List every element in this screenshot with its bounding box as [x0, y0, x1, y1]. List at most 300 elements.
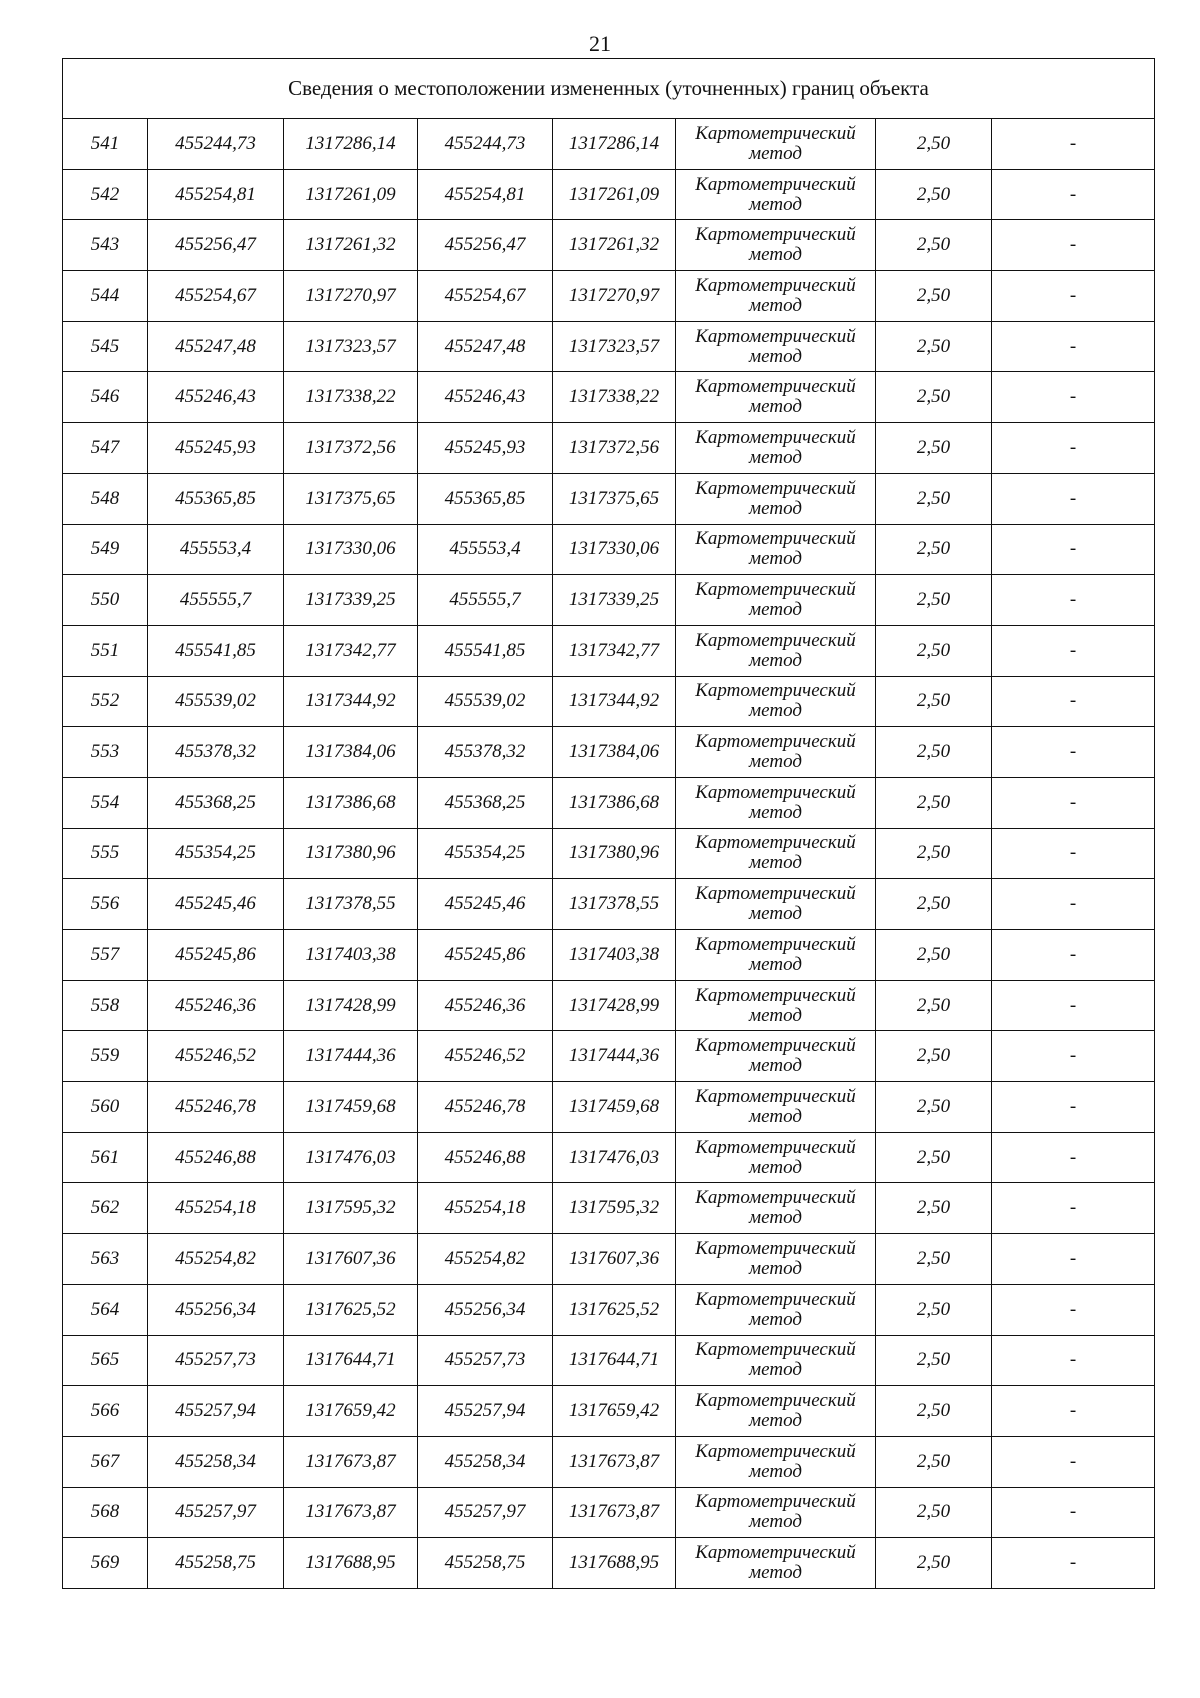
new-x-cell: 455258,75	[418, 1538, 553, 1589]
method-cell	[676, 1386, 876, 1437]
existing-y-cell: 1317330,06	[284, 524, 418, 575]
description-cell: -	[992, 119, 1155, 170]
point-number-cell: 546	[63, 372, 148, 423]
point-number-cell: 569	[63, 1538, 148, 1589]
method-line-2: метод	[749, 852, 802, 874]
method-line-2: метод	[749, 1511, 802, 1533]
description-cell: -	[992, 1487, 1155, 1538]
method-line-2: метод	[749, 1055, 802, 1077]
method-line-2: метод	[749, 751, 802, 773]
table-title: Сведения о местоположении измененных (уточненных) границ объекта	[63, 59, 1155, 119]
method-line-1: Картометрический	[695, 1390, 856, 1412]
existing-y-cell: 1317625,52	[284, 1284, 418, 1335]
method-line-2: метод	[749, 1460, 802, 1482]
method-line-1: Картометрический	[695, 426, 856, 448]
method-line-2: метод	[749, 700, 802, 722]
method-line-2: метод	[749, 193, 802, 215]
existing-x-cell: 455368,25	[148, 777, 284, 828]
point-number-cell: 563	[63, 1234, 148, 1285]
new-y-cell: 1317330,06	[553, 524, 676, 575]
description-cell: -	[992, 1436, 1155, 1487]
existing-y-cell: 1317688,95	[284, 1538, 418, 1589]
description-cell: -	[992, 1183, 1155, 1234]
existing-x-cell: 455244,73	[148, 119, 284, 170]
existing-y-cell: 1317380,96	[284, 828, 418, 879]
accuracy-cell: 2,50	[876, 1183, 992, 1234]
point-number-cell: 559	[63, 1031, 148, 1082]
point-number-cell: 548	[63, 473, 148, 524]
table-row	[63, 1132, 1155, 1183]
new-y-cell: 1317444,36	[553, 1031, 676, 1082]
existing-y-cell: 1317607,36	[284, 1234, 418, 1285]
description-cell: -	[992, 271, 1155, 322]
method-cell	[676, 1436, 876, 1487]
table-row	[63, 980, 1155, 1031]
accuracy-cell: 2,50	[876, 1132, 992, 1183]
new-x-cell: 455254,82	[418, 1234, 553, 1285]
new-y-cell: 1317476,03	[553, 1132, 676, 1183]
method-cell	[676, 1132, 876, 1183]
method-line-1: Картометрический	[695, 781, 856, 803]
method-cell	[676, 524, 876, 575]
new-x-cell: 455256,47	[418, 220, 553, 271]
point-number-cell: 557	[63, 930, 148, 981]
description-cell: -	[992, 423, 1155, 474]
method-cell	[676, 1082, 876, 1133]
new-y-cell: 1317261,09	[553, 169, 676, 220]
existing-y-cell: 1317339,25	[284, 575, 418, 626]
existing-x-cell: 455246,36	[148, 980, 284, 1031]
method-cell	[676, 980, 876, 1031]
method-line-2: метод	[749, 953, 802, 975]
existing-x-cell: 455553,4	[148, 524, 284, 575]
table-row	[63, 1386, 1155, 1437]
description-cell: -	[992, 1538, 1155, 1589]
point-number-cell: 555	[63, 828, 148, 879]
accuracy-cell: 2,50	[876, 423, 992, 474]
table-row	[63, 220, 1155, 271]
method-line-2: метод	[749, 1562, 802, 1584]
point-number-cell: 541	[63, 119, 148, 170]
new-y-cell: 1317459,68	[553, 1082, 676, 1133]
existing-x-cell: 455246,52	[148, 1031, 284, 1082]
existing-x-cell: 455378,32	[148, 727, 284, 778]
new-y-cell: 1317659,42	[553, 1386, 676, 1437]
table-row	[63, 777, 1155, 828]
method-line-1: Картометрический	[695, 629, 856, 651]
accuracy-cell: 2,50	[876, 575, 992, 626]
existing-y-cell: 1317378,55	[284, 879, 418, 930]
accuracy-cell: 2,50	[876, 1031, 992, 1082]
point-number-cell: 564	[63, 1284, 148, 1335]
existing-y-cell: 1317375,65	[284, 473, 418, 524]
existing-y-cell: 1317476,03	[284, 1132, 418, 1183]
point-number-cell: 543	[63, 220, 148, 271]
method-cell	[676, 727, 876, 778]
method-line-2: метод	[749, 345, 802, 367]
existing-x-cell: 455245,46	[148, 879, 284, 930]
table-row	[63, 119, 1155, 170]
accuracy-cell: 2,50	[876, 1538, 992, 1589]
point-number-cell: 565	[63, 1335, 148, 1386]
new-x-cell: 455245,46	[418, 879, 553, 930]
accuracy-cell: 2,50	[876, 1386, 992, 1437]
method-line-1: Картометрический	[695, 933, 856, 955]
new-y-cell: 1317428,99	[553, 980, 676, 1031]
new-y-cell: 1317673,87	[553, 1487, 676, 1538]
point-number-cell: 552	[63, 676, 148, 727]
method-line-1: Картометрический	[695, 274, 856, 296]
accuracy-cell: 2,50	[876, 1487, 992, 1538]
table-row	[63, 828, 1155, 879]
table-row	[63, 575, 1155, 626]
accuracy-cell: 2,50	[876, 220, 992, 271]
accuracy-cell: 2,50	[876, 930, 992, 981]
method-line-2: метод	[749, 396, 802, 418]
point-number-cell: 554	[63, 777, 148, 828]
new-y-cell: 1317644,71	[553, 1335, 676, 1386]
point-number-cell: 551	[63, 625, 148, 676]
accuracy-cell: 2,50	[876, 1436, 992, 1487]
description-cell: -	[992, 930, 1155, 981]
existing-x-cell: 455256,34	[148, 1284, 284, 1335]
existing-x-cell: 455257,94	[148, 1386, 284, 1437]
existing-x-cell: 455258,75	[148, 1538, 284, 1589]
existing-y-cell: 1317323,57	[284, 321, 418, 372]
existing-x-cell: 455354,25	[148, 828, 284, 879]
new-y-cell: 1317338,22	[553, 372, 676, 423]
new-x-cell: 455553,4	[418, 524, 553, 575]
point-number-cell: 561	[63, 1132, 148, 1183]
existing-x-cell: 455246,88	[148, 1132, 284, 1183]
description-cell: -	[992, 372, 1155, 423]
new-y-cell: 1317607,36	[553, 1234, 676, 1285]
new-x-cell: 455245,93	[418, 423, 553, 474]
point-number-cell: 544	[63, 271, 148, 322]
new-x-cell: 455541,85	[418, 625, 553, 676]
description-cell: -	[992, 1132, 1155, 1183]
point-number-cell: 567	[63, 1436, 148, 1487]
existing-y-cell: 1317644,71	[284, 1335, 418, 1386]
existing-y-cell: 1317459,68	[284, 1082, 418, 1133]
method-line-2: метод	[749, 1105, 802, 1127]
table-row	[63, 321, 1155, 372]
method-cell	[676, 879, 876, 930]
description-cell: -	[992, 169, 1155, 220]
accuracy-cell: 2,50	[876, 169, 992, 220]
accuracy-cell: 2,50	[876, 879, 992, 930]
point-number-cell: 562	[63, 1183, 148, 1234]
method-cell	[676, 575, 876, 626]
description-cell: -	[992, 473, 1155, 524]
accuracy-cell: 2,50	[876, 372, 992, 423]
method-line-2: метод	[749, 1004, 802, 1026]
method-cell	[676, 1031, 876, 1082]
description-cell: -	[992, 575, 1155, 626]
method-line-1: Картометрический	[695, 528, 856, 550]
method-line-1: Картометрический	[695, 1440, 856, 1462]
new-y-cell: 1317323,57	[553, 321, 676, 372]
new-x-cell: 455254,18	[418, 1183, 553, 1234]
page-number: 21	[589, 31, 611, 56]
existing-y-cell: 1317428,99	[284, 980, 418, 1031]
method-cell	[676, 119, 876, 170]
new-x-cell: 455245,86	[418, 930, 553, 981]
table-row	[63, 423, 1155, 474]
method-line-1: Картометрический	[695, 1491, 856, 1513]
new-y-cell: 1317286,14	[553, 119, 676, 170]
existing-y-cell: 1317286,14	[284, 119, 418, 170]
method-line-1: Картометрический	[695, 1237, 856, 1259]
existing-x-cell: 455555,7	[148, 575, 284, 626]
accuracy-cell: 2,50	[876, 1335, 992, 1386]
existing-y-cell: 1317403,38	[284, 930, 418, 981]
existing-x-cell: 455541,85	[148, 625, 284, 676]
existing-y-cell: 1317384,06	[284, 727, 418, 778]
description-cell: -	[992, 1335, 1155, 1386]
point-number-cell: 547	[63, 423, 148, 474]
method-line-1: Картометрический	[695, 579, 856, 601]
existing-x-cell: 455254,82	[148, 1234, 284, 1285]
method-line-2: метод	[749, 446, 802, 468]
description-cell: -	[992, 1082, 1155, 1133]
existing-y-cell: 1317261,09	[284, 169, 418, 220]
description-cell: -	[992, 1031, 1155, 1082]
method-line-2: метод	[749, 1359, 802, 1381]
table-row	[63, 625, 1155, 676]
accuracy-cell: 2,50	[876, 1234, 992, 1285]
existing-x-cell: 455254,81	[148, 169, 284, 220]
table-row	[63, 1487, 1155, 1538]
method-cell	[676, 321, 876, 372]
method-line-1: Картометрический	[695, 122, 856, 144]
method-line-1: Картометрический	[695, 832, 856, 854]
description-cell: -	[992, 828, 1155, 879]
new-x-cell: 455365,85	[418, 473, 553, 524]
table-row	[63, 1234, 1155, 1285]
method-cell	[676, 1487, 876, 1538]
table-row	[63, 473, 1155, 524]
point-number-cell: 566	[63, 1386, 148, 1437]
method-line-2: метод	[749, 801, 802, 823]
method-line-2: метод	[749, 548, 802, 570]
new-x-cell: 455247,48	[418, 321, 553, 372]
new-y-cell: 1317380,96	[553, 828, 676, 879]
point-number-cell: 550	[63, 575, 148, 626]
table-row	[63, 1284, 1155, 1335]
existing-y-cell: 1317338,22	[284, 372, 418, 423]
new-x-cell: 455257,94	[418, 1386, 553, 1437]
new-x-cell: 455244,73	[418, 119, 553, 170]
accuracy-cell: 2,50	[876, 524, 992, 575]
point-number-cell: 553	[63, 727, 148, 778]
accuracy-cell: 2,50	[876, 676, 992, 727]
method-cell	[676, 625, 876, 676]
table-title-row	[63, 59, 1155, 119]
existing-x-cell: 455539,02	[148, 676, 284, 727]
method-cell	[676, 828, 876, 879]
new-x-cell: 455246,52	[418, 1031, 553, 1082]
method-line-1: Картометрический	[695, 376, 856, 398]
new-x-cell: 455258,34	[418, 1436, 553, 1487]
description-cell: -	[992, 625, 1155, 676]
description-cell: -	[992, 980, 1155, 1031]
new-y-cell: 1317372,56	[553, 423, 676, 474]
new-x-cell: 455254,67	[418, 271, 553, 322]
method-line-1: Картометрический	[695, 883, 856, 905]
existing-x-cell: 455246,78	[148, 1082, 284, 1133]
method-line-1: Картометрический	[695, 224, 856, 246]
new-y-cell: 1317270,97	[553, 271, 676, 322]
method-line-1: Картометрический	[695, 1085, 856, 1107]
new-y-cell: 1317378,55	[553, 879, 676, 930]
method-cell	[676, 169, 876, 220]
method-line-2: метод	[749, 599, 802, 621]
method-cell	[676, 1234, 876, 1285]
description-cell: -	[992, 321, 1155, 372]
table-row	[63, 1538, 1155, 1589]
method-line-1: Картометрический	[695, 984, 856, 1006]
method-line-1: Картометрический	[695, 1136, 856, 1158]
existing-x-cell: 455245,93	[148, 423, 284, 474]
table-row	[63, 1031, 1155, 1082]
method-line-1: Картометрический	[695, 1288, 856, 1310]
point-number-cell: 556	[63, 879, 148, 930]
method-line-1: Картометрический	[695, 173, 856, 195]
table-row	[63, 727, 1155, 778]
method-line-1: Картометрический	[695, 1542, 856, 1564]
new-x-cell: 455256,34	[418, 1284, 553, 1335]
method-line-1: Картометрический	[695, 1035, 856, 1057]
table-row	[63, 879, 1155, 930]
method-line-2: метод	[749, 294, 802, 316]
new-y-cell: 1317375,65	[553, 473, 676, 524]
new-x-cell: 455257,97	[418, 1487, 553, 1538]
existing-y-cell: 1317595,32	[284, 1183, 418, 1234]
new-x-cell: 455246,36	[418, 980, 553, 1031]
method-line-2: метод	[749, 497, 802, 519]
description-cell: -	[992, 777, 1155, 828]
existing-x-cell: 455258,34	[148, 1436, 284, 1487]
new-y-cell: 1317384,06	[553, 727, 676, 778]
table-row	[63, 1082, 1155, 1133]
method-line-1: Картометрический	[695, 1339, 856, 1361]
method-cell	[676, 1183, 876, 1234]
description-cell: -	[992, 220, 1155, 271]
method-line-2: метод	[749, 1257, 802, 1279]
method-line-2: метод	[749, 1410, 802, 1432]
existing-x-cell: 455257,97	[148, 1487, 284, 1538]
existing-x-cell: 455254,18	[148, 1183, 284, 1234]
table-row	[63, 676, 1155, 727]
existing-x-cell: 455256,47	[148, 220, 284, 271]
description-cell: -	[992, 676, 1155, 727]
new-x-cell: 455246,78	[418, 1082, 553, 1133]
method-line-2: метод	[749, 244, 802, 266]
new-x-cell: 455539,02	[418, 676, 553, 727]
method-cell	[676, 1538, 876, 1589]
existing-x-cell: 455254,67	[148, 271, 284, 322]
existing-x-cell: 455247,48	[148, 321, 284, 372]
method-cell	[676, 676, 876, 727]
existing-y-cell: 1317261,32	[284, 220, 418, 271]
method-cell	[676, 930, 876, 981]
table-row	[63, 524, 1155, 575]
new-y-cell: 1317386,68	[553, 777, 676, 828]
new-x-cell: 455254,81	[418, 169, 553, 220]
existing-y-cell: 1317342,77	[284, 625, 418, 676]
description-cell: -	[992, 524, 1155, 575]
accuracy-cell: 2,50	[876, 777, 992, 828]
point-number-cell: 568	[63, 1487, 148, 1538]
existing-x-cell: 455245,86	[148, 930, 284, 981]
method-cell	[676, 372, 876, 423]
method-cell	[676, 473, 876, 524]
point-number-cell: 549	[63, 524, 148, 575]
table-row	[63, 1335, 1155, 1386]
existing-y-cell: 1317386,68	[284, 777, 418, 828]
new-y-cell: 1317673,87	[553, 1436, 676, 1487]
method-line-2: метод	[749, 1207, 802, 1229]
description-cell: -	[992, 1386, 1155, 1437]
new-y-cell: 1317688,95	[553, 1538, 676, 1589]
new-y-cell: 1317403,38	[553, 930, 676, 981]
accuracy-cell: 2,50	[876, 321, 992, 372]
accuracy-cell: 2,50	[876, 1284, 992, 1335]
method-line-2: метод	[749, 1156, 802, 1178]
existing-x-cell: 455246,43	[148, 372, 284, 423]
existing-x-cell: 455257,73	[148, 1335, 284, 1386]
method-line-2: метод	[749, 142, 802, 164]
new-y-cell: 1317344,92	[553, 676, 676, 727]
existing-y-cell: 1317344,92	[284, 676, 418, 727]
point-number-cell: 545	[63, 321, 148, 372]
accuracy-cell: 2,50	[876, 473, 992, 524]
table-row	[63, 930, 1155, 981]
accuracy-cell: 2,50	[876, 828, 992, 879]
new-y-cell: 1317261,32	[553, 220, 676, 271]
existing-x-cell: 455365,85	[148, 473, 284, 524]
method-line-2: метод	[749, 649, 802, 671]
method-line-2: метод	[749, 1308, 802, 1330]
new-x-cell: 455555,7	[418, 575, 553, 626]
description-cell: -	[992, 727, 1155, 778]
new-x-cell: 455378,32	[418, 727, 553, 778]
table-row	[63, 169, 1155, 220]
table-row	[63, 1436, 1155, 1487]
existing-y-cell: 1317659,42	[284, 1386, 418, 1437]
method-line-1: Картометрический	[695, 1187, 856, 1209]
table-row	[63, 1183, 1155, 1234]
point-number-cell: 560	[63, 1082, 148, 1133]
new-x-cell: 455257,73	[418, 1335, 553, 1386]
new-y-cell: 1317342,77	[553, 625, 676, 676]
accuracy-cell: 2,50	[876, 271, 992, 322]
accuracy-cell: 2,50	[876, 119, 992, 170]
new-y-cell: 1317625,52	[553, 1284, 676, 1335]
accuracy-cell: 2,50	[876, 625, 992, 676]
new-x-cell: 455354,25	[418, 828, 553, 879]
new-x-cell: 455246,88	[418, 1132, 553, 1183]
method-line-1: Картометрический	[695, 680, 856, 702]
new-y-cell: 1317339,25	[553, 575, 676, 626]
description-cell: -	[992, 879, 1155, 930]
point-number-cell: 558	[63, 980, 148, 1031]
method-cell	[676, 777, 876, 828]
existing-y-cell: 1317444,36	[284, 1031, 418, 1082]
table-row	[63, 372, 1155, 423]
method-line-2: метод	[749, 903, 802, 925]
